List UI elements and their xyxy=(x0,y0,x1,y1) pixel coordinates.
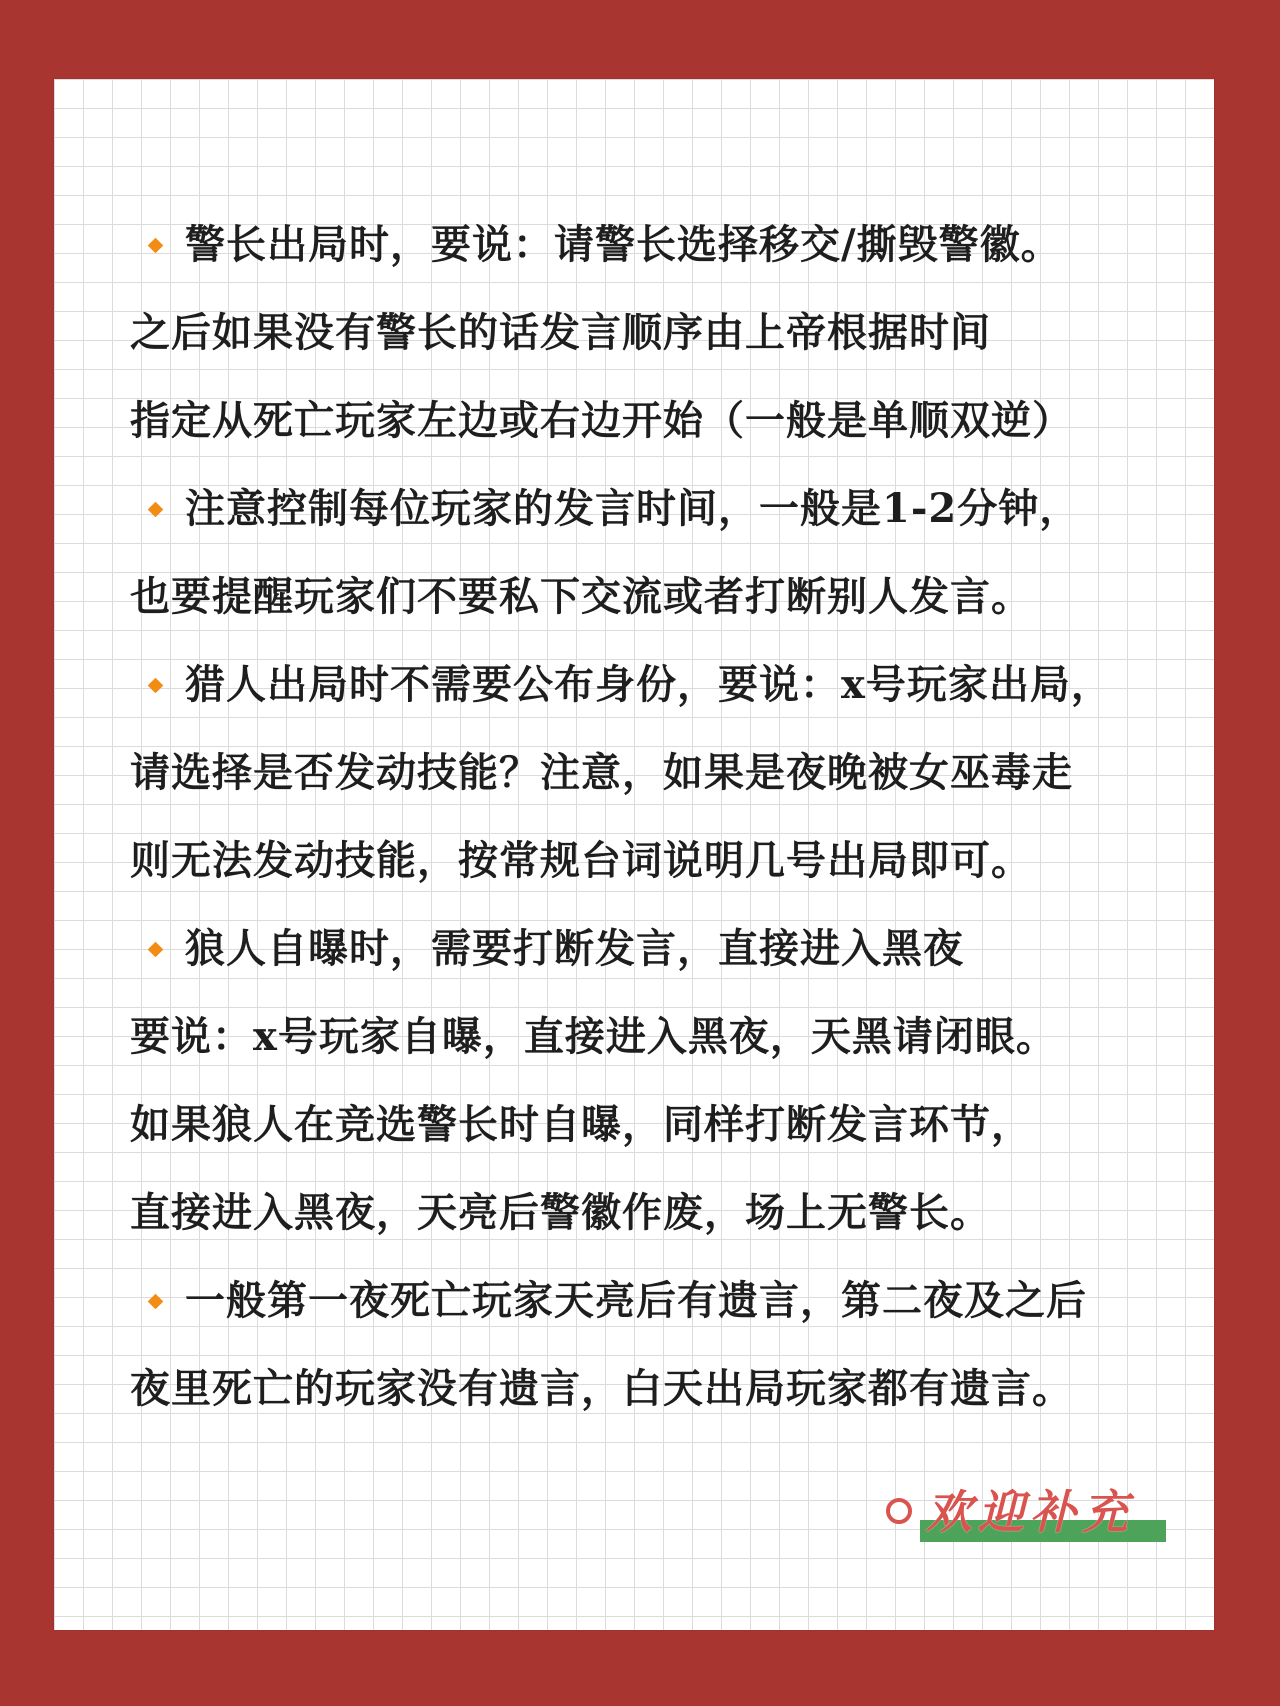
diamond-bullet-icon xyxy=(148,677,164,693)
line-text: 之后如果没有警长的话发言顺序由上帝根据时间 xyxy=(130,309,991,356)
line-text: 狼人自曝时，需要打断发言，直接进入黑夜 xyxy=(185,925,964,972)
line-text: 也要提醒玩家们不要私下交流或者打断别人发言。 xyxy=(130,573,1032,620)
text-line xyxy=(130,817,1174,905)
line-text: 则无法发动技能，按常规台词说明几号出局即可。 xyxy=(130,837,1032,884)
grid-paper xyxy=(54,79,1214,1630)
text-line xyxy=(130,465,1174,553)
diamond-bullet-icon xyxy=(148,941,164,957)
line-text: 警长出局时，要说：请警长选择移交/撕毁警徽。 xyxy=(185,221,1062,268)
line-text: 直接进入黑夜，天亮后警徽作废，场上无警长。 xyxy=(130,1189,991,1236)
line-text: 猎人出局时不需要公布身份，要说：x号玩家出局， xyxy=(185,661,1112,708)
text-line xyxy=(130,729,1174,817)
text-line xyxy=(130,641,1174,729)
line-text: 请选择是否发动技能？注意，如果是夜晚被女巫毒走 xyxy=(130,749,1073,796)
text-line xyxy=(130,1169,1174,1257)
line-text: 指定从死亡玩家左边或右边开始（一般是单顺双逆） xyxy=(130,397,1073,444)
text-line xyxy=(130,289,1174,377)
text-line xyxy=(130,993,1174,1081)
text-line xyxy=(130,905,1174,993)
circle-bullet-icon xyxy=(886,1498,912,1524)
text-line xyxy=(130,1081,1174,1169)
diamond-bullet-icon xyxy=(148,1293,164,1309)
line-text: 注意控制每位玩家的发言时间，一般是1-2分钟， xyxy=(185,485,1081,532)
diamond-bullet-icon xyxy=(148,501,164,517)
text-line xyxy=(130,553,1174,641)
text-line xyxy=(130,377,1174,465)
footer-welcome-text: 欢迎补充 xyxy=(926,1485,1134,1539)
text-line xyxy=(130,1345,1174,1433)
line-text: 如果狼人在竞选警长时自曝，同样打断发言环节， xyxy=(130,1101,1032,1148)
text-line xyxy=(130,1257,1174,1345)
rules-text-block xyxy=(130,201,1174,1433)
diamond-bullet-icon xyxy=(148,237,164,253)
line-text: 要说：x号玩家自曝，直接进入黑夜，天黑请闭眼。 xyxy=(130,1013,1057,1060)
line-text: 夜里死亡的玩家没有遗言，白天出局玩家都有遗言。 xyxy=(130,1365,1073,1412)
footer-welcome-tag xyxy=(886,1484,1166,1554)
text-line xyxy=(130,201,1174,289)
line-text: 一般第一夜死亡玩家天亮后有遗言，第二夜及之后 xyxy=(185,1277,1087,1324)
